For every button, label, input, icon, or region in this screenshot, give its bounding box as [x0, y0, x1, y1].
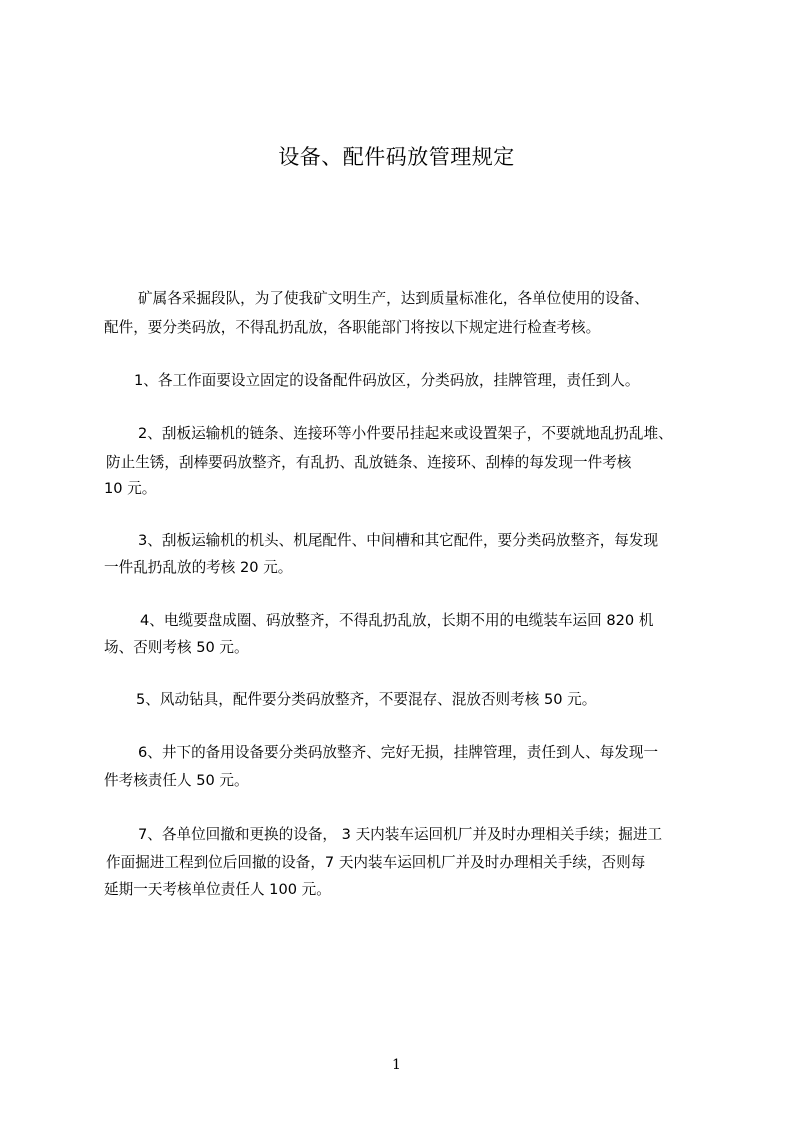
paragraph-line: 一件乱扔乱放的考核 20 元。 [104, 559, 293, 576]
paragraph-line: 场、否则考核 50 元。 [104, 639, 249, 656]
paragraph-line: 1、各工作面要设立固定的设备配件码放区，分类码放，挂牌管理，责任到人。 [134, 372, 640, 389]
paragraph-line: 3、刮板运输机的机头、机尾配件、中间槽和其它配件，要分类码放整齐，每发现 [138, 532, 659, 549]
paragraph-line: 作面掘进工程到位后回撤的设备，7 天内装车运回机厂并及时办理相关手续，否则每 [106, 854, 646, 871]
paragraph-line: 7、各单位回撤和更换的设备， 3 天内装车运回机厂并及时办理相关手续；掘进工 [138, 826, 663, 843]
paragraph-line: 4、电缆要盘成圈、码放整齐，不得乱扔乱放，长期不用的电缆装车运回 820 机 [140, 612, 654, 629]
paragraph-line: 件考核责任人 50 元。 [104, 772, 249, 789]
paragraph-line: 10 元。 [104, 480, 157, 497]
paragraph-line: 6、井下的备用设备要分类码放整齐、完好无损，挂牌管理，责任到人、每发现一 [138, 744, 659, 761]
paragraph-line: 5、风动钻具，配件要分类码放整齐，不要混存、混放否则考核 50 元。 [136, 691, 597, 708]
document-title: 设备、配件码放管理规定 [278, 145, 515, 169]
paragraph-line: 延期一天考核单位责任人 100 元。 [104, 881, 331, 898]
page-number: 1 [392, 1057, 401, 1073]
paragraph-line: 2、刮板运输机的链条、连接环等小件要吊挂起来或设置架子，不要就地乱扔乱堆、 [138, 425, 673, 442]
paragraph-line: 配件，要分类码放，不得乱扔乱放，各职能部门将按以下规定进行检查考核。 [104, 319, 601, 336]
paragraph-line: 防止生锈，刮棒要码放整齐，有乱扔、乱放链条、连接环、刮棒的每发现一件考核 [106, 454, 632, 471]
paragraph-line: 矿属各采掘段队，为了使我矿文明生产，达到质量标准化，各单位使用的设备、 [138, 290, 649, 307]
